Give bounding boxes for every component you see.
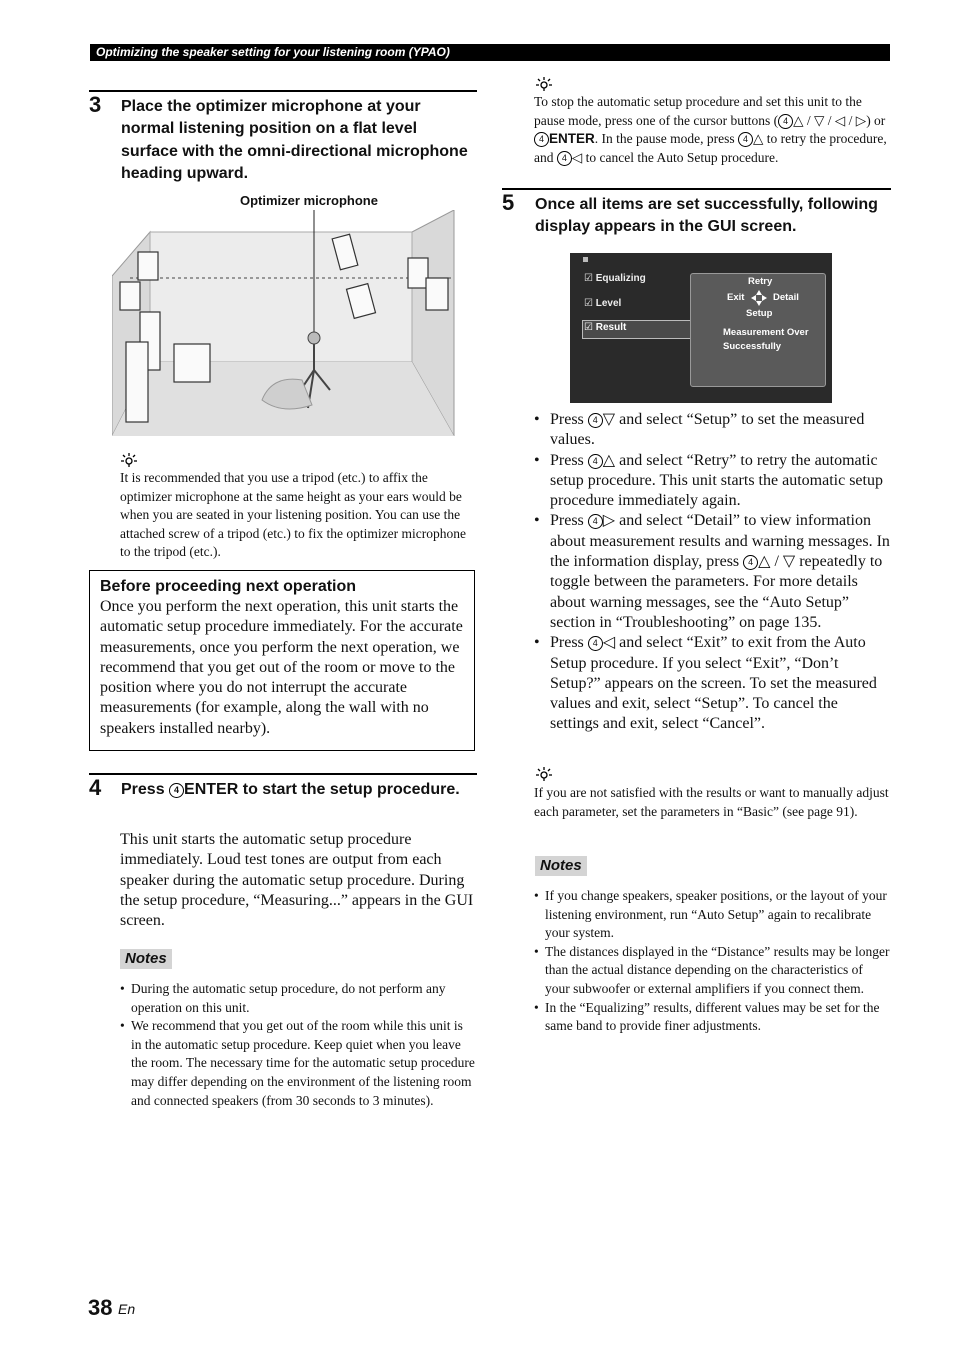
before-proceeding-box <box>89 570 475 751</box>
step5-tip-text: If you are not satisfied with the results or want to manually adjust each parameter, set the parameters in “Basic” (see page 91). <box>534 785 889 819</box>
list-item: • Press 4 ◁ and select “Exit” to exit from the Auto Setup procedure. If you select “Exit”, “Don’t Setup?” appears on the screen. To set the measured values and exit, select “Setup”. To cancel the settings and exit, select “Cancel”. <box>534 633 890 734</box>
button-4-icon: 4 <box>743 555 758 570</box>
step4-number: 4 <box>89 775 102 800</box>
gui-cursor-cross-icon <box>750 289 768 307</box>
gui-message-1: Measurement Over <box>723 327 809 338</box>
notes-badge-left: Notes <box>120 949 172 969</box>
list-item: • Press 4 ▷ and select “Detail” to view information about measurement results and warning messages. In the information display, press 4 △ / ▽ repeatedly to toggle between the parameters. For more details about warning messages, see the “Auto Setup” section in “Troubleshooting” on page 135. <box>534 511 890 633</box>
step4-heading-rest: to start the setup procedure. <box>242 781 460 798</box>
speaker-4 <box>126 342 148 422</box>
enter-key-label: ENTER <box>184 781 239 798</box>
notes-list-left <box>120 980 476 1110</box>
gui-menu-level: ☑ Level <box>584 298 622 309</box>
press-label: Press <box>121 781 165 798</box>
gui-menu-result: ☑ Result <box>584 322 627 333</box>
note-item: • We recommend that you get out of the room while this unit is in the automatic setup procedure. Keep quiet when you leave the room. The necessary time for the automatic setup procedure may differ depending on the environment of the listening room and connected speakers (from 30 seconds to 3 minutes). <box>120 1017 476 1110</box>
button-4-icon: 4 <box>557 151 572 166</box>
button-4-icon: 4 <box>778 114 793 129</box>
gui-exit: Exit <box>727 292 745 303</box>
speaker-5 <box>174 344 210 382</box>
button-4-icon: 4 <box>588 514 603 529</box>
page-header: Optimizing the speaker setting for your listening room (YPAO) <box>90 44 890 61</box>
button-4-icon: 4 <box>588 454 603 469</box>
room-illustration <box>112 210 456 436</box>
step3-rule <box>89 90 477 92</box>
tip-icon <box>535 76 553 92</box>
speaker-1 <box>138 252 158 280</box>
step5-heading: Once all items are set successfully, following display appears in the GUI screen. <box>535 196 878 236</box>
before-box-text: Once you perform the next operation, this unit starts the automatic setup procedure immediately. For the accurate measurements, once you perform the next operation, we recommend that you get out of the room or move to the position where you do not interrupt the accurate measurements (for example, along the wall with no speakers installed nearby). <box>100 598 463 737</box>
note-item: • In the “Equalizing” results, different values may be set for the same band to provide finer adjustments. <box>534 999 890 1036</box>
button-4-icon: 4 <box>534 132 549 147</box>
note-item: • The distances displayed in the “Distance” results may be longer than the actual distance depending on the characteristics of your subwoofer or external amplifiers if you connect them. <box>534 943 890 999</box>
figure-label: Optimizer microphone <box>240 193 378 208</box>
right-tip-text: To stop the automatic setup procedure and set this unit to the pause mode, press one of the cursor buttons ( 4 △ / ▽ / ◁ / ▷) or 4 ENTER. In the pause mode, press 4 △ to retry the procedure, and 4 ◁ to cancel the Auto Setup procedure. <box>534 94 887 165</box>
list-item: • Press 4 ▽ and select “Setup” to set the measured values. <box>534 410 890 451</box>
gui-message-2: Successfully <box>723 341 782 352</box>
step3-tip-text: It is recommended that you use a tripod (etc.) to affix the optimizer microphone at the same height as your ears would be when you are seated in your listening position. You can use the attached screw of a tripod (etc.) to fix the optimizer microphone to the tripod (etc.). <box>120 470 466 560</box>
button-4-icon: 4 <box>588 413 603 428</box>
button-4-icon: 4 <box>169 783 184 798</box>
step5-number: 5 <box>502 190 515 215</box>
button-4-icon: 4 <box>588 636 603 651</box>
step3-heading: Place the optimizer microphone at your normal listening position on a flat level surface with the omni-directional microphone heading upward. <box>121 98 468 182</box>
gui-detail: Detail <box>773 292 799 303</box>
gui-setup: Setup <box>746 308 773 319</box>
step4-rule <box>89 773 477 775</box>
step4-text: This unit starts the automatic setup procedure immediately. Loud test tones are output from each speaker during the automatic setup procedure. During the setup procedure, “Measuring...” appears in the GUI screen. <box>120 831 474 930</box>
tip-icon <box>535 766 553 782</box>
enter-key-label: ENTER <box>549 131 595 147</box>
note-item: • During the automatic setup procedure, do not perform any operation on this unit. <box>120 980 476 1017</box>
step4-heading <box>121 779 471 801</box>
tip-icon <box>120 452 138 468</box>
speaker-8 <box>408 258 428 288</box>
gui-retry: Retry <box>748 276 773 287</box>
gui-menu-equalizing: ☑ Equalizing <box>584 273 646 284</box>
step5-bullets <box>534 410 890 735</box>
button-4-icon: 4 <box>738 132 753 147</box>
page-language: En <box>118 1301 136 1317</box>
notes-list-right <box>534 887 890 1036</box>
step5-rule <box>502 188 891 190</box>
page-number: 38 <box>88 1295 113 1320</box>
list-item: • Press 4 △ and select “Retry” to retry the automatic setup procedure. This unit starts the automatic setup procedure immediately again. <box>534 451 890 512</box>
speaker-9 <box>426 278 448 310</box>
gui-screen <box>570 253 832 403</box>
gui-indicator <box>583 257 588 262</box>
notes-badge-right: Notes <box>535 856 587 876</box>
speaker-2 <box>120 282 140 310</box>
step3-number: 3 <box>89 92 102 117</box>
note-item: • If you change speakers, speaker positions, or the layout of your listening environment, run “Auto Setup” again to recalibrate your system. <box>534 887 890 943</box>
before-box-title: Before proceeding next operation <box>100 578 357 595</box>
